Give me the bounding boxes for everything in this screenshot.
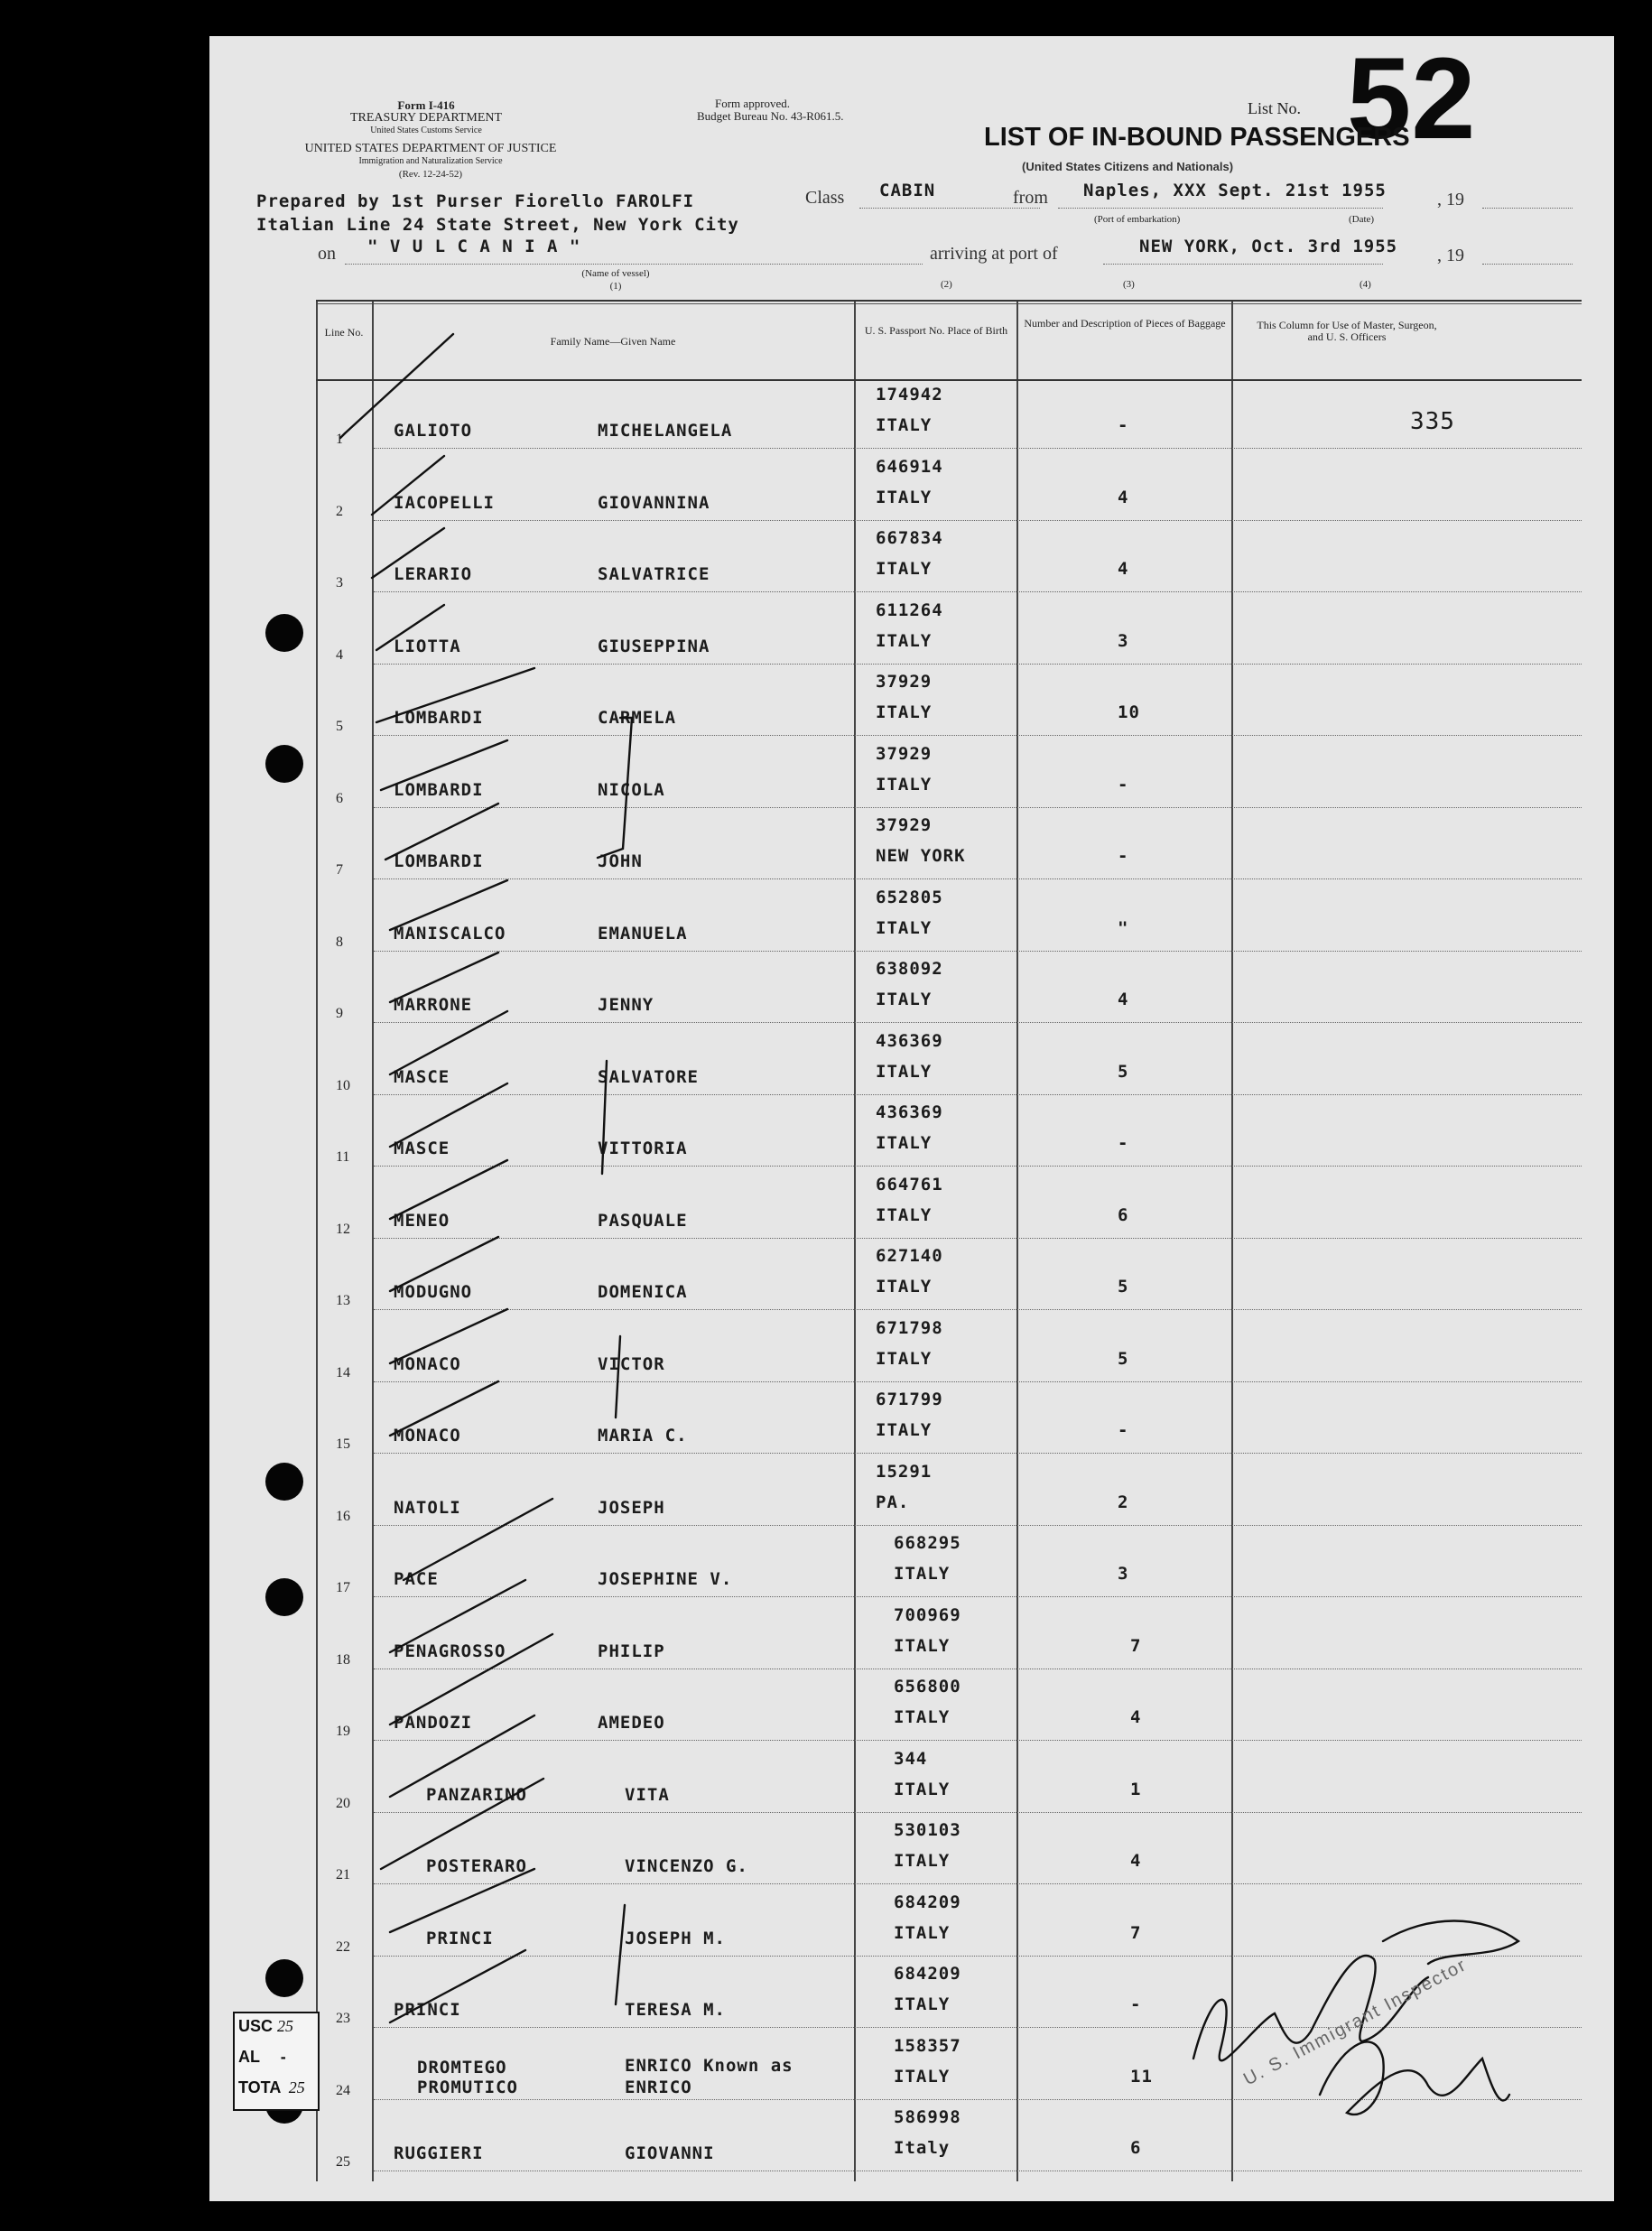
given-name: GIOVANNINA xyxy=(598,492,710,513)
family-name-alt: PROMUTICO xyxy=(417,2077,518,2097)
handwritten-marks xyxy=(209,36,1614,2201)
place-of-birth: ITALY xyxy=(894,1994,951,2014)
given-name: NICOLA xyxy=(598,779,665,800)
baggage-count: - xyxy=(1118,1420,1129,1440)
stamp-total xyxy=(238,2078,305,2097)
family-name: LOMBARDI xyxy=(394,708,484,728)
place-of-birth: ITALY xyxy=(876,559,933,579)
given-name: MARIA C. xyxy=(598,1426,688,1446)
family-name: MARRONE xyxy=(394,995,473,1015)
given-name: PASQUALE xyxy=(598,1210,688,1231)
baggage-count: 6 xyxy=(1118,1204,1129,1225)
document-subtitle: (United States Citizens and Nationals) xyxy=(1022,160,1234,173)
passport-number: 37929 xyxy=(876,743,933,764)
officer-note: 335 xyxy=(1410,408,1455,435)
baggage-count: - xyxy=(1130,1994,1142,2014)
passport-number: 684209 xyxy=(894,1964,961,1984)
year-suffix-1: , 19 xyxy=(1437,190,1464,209)
passport-number: 700969 xyxy=(894,1604,961,1625)
form-number: Form I-416 xyxy=(397,98,455,112)
line-number: 10 xyxy=(336,1077,350,1093)
family-name: NATOLI xyxy=(394,1497,461,1518)
family-name: MONACO xyxy=(394,1353,461,1374)
line-number: 23 xyxy=(336,2011,350,2026)
place-of-birth: ITALY xyxy=(876,774,933,795)
family-name: PACE xyxy=(394,1569,439,1589)
passport-number: 611264 xyxy=(876,600,943,620)
family-name: PRINCI xyxy=(394,2000,461,2020)
line-number: 21 xyxy=(336,1867,350,1882)
family-name: MENEO xyxy=(394,1210,450,1231)
place-of-birth: ITALY xyxy=(876,1348,933,1369)
family-name: MASCE xyxy=(394,1066,450,1087)
given-name: DOMENICA xyxy=(598,1282,688,1302)
baggage-count: 4 xyxy=(1118,487,1129,507)
line-number: 16 xyxy=(336,1508,350,1524)
stamp-al-value: - xyxy=(280,2048,286,2066)
customs-service: United States Customs Service xyxy=(370,125,482,135)
place-of-birth: PA. xyxy=(876,1492,910,1512)
baggage-count: 4 xyxy=(1118,559,1129,579)
place-of-birth: ITALY xyxy=(876,702,933,722)
given-name: JENNY xyxy=(598,995,654,1015)
passport-number: 174942 xyxy=(876,385,943,404)
family-name: MONACO xyxy=(394,1426,461,1446)
arriving-label: arriving at port of xyxy=(930,244,1058,264)
place-of-birth: ITALY xyxy=(876,487,933,507)
baggage-count: 11 xyxy=(1130,2066,1153,2087)
line-number: 11 xyxy=(336,1149,350,1165)
passport-number: 664761 xyxy=(876,1174,943,1195)
given-name: EMANUELA xyxy=(598,923,688,944)
place-of-birth: ITALY xyxy=(894,1707,951,1727)
col-2-marker: (2) xyxy=(941,279,952,290)
list-no-label: List No. xyxy=(1248,99,1302,117)
given-name: VITA xyxy=(625,1784,670,1805)
family-name: POSTERARO xyxy=(426,1856,527,1876)
baggage-count: " xyxy=(1118,917,1129,938)
family-name: RUGGIERI xyxy=(394,2143,484,2163)
place-of-birth: ITALY xyxy=(876,1420,933,1440)
baggage-count: 5 xyxy=(1118,1277,1129,1297)
justice-dept: UNITED STATES DEPARTMENT OF JUSTICE xyxy=(304,142,557,155)
col-4-marker: (4) xyxy=(1360,279,1371,290)
line-number: 9 xyxy=(336,1006,343,1021)
stamp-usc-label: USC xyxy=(238,2017,274,2035)
from-label: from xyxy=(1013,188,1048,208)
prepared-by: Prepared by 1st Purser Fiorello FAROLFI xyxy=(256,191,695,211)
passport-number: 627140 xyxy=(876,1246,943,1266)
given-name: JOHN xyxy=(598,851,643,871)
baggage-count: 5 xyxy=(1118,1061,1129,1082)
line-number: 19 xyxy=(336,1724,350,1739)
class-value: CABIN xyxy=(879,181,936,200)
place-of-birth: NEW YORK xyxy=(876,846,966,866)
passport-number: 638092 xyxy=(876,959,943,979)
document-title: LIST OF IN-BOUND PASSENGERS xyxy=(984,123,1410,152)
place-of-birth: ITALY xyxy=(894,2066,951,2087)
baggage-count: - xyxy=(1118,846,1129,866)
line-number: 7 xyxy=(336,862,343,878)
given-name: ENRICO Known as xyxy=(625,2055,794,2076)
line-number: 14 xyxy=(336,1364,350,1380)
family-name: DROMTEGO xyxy=(417,2057,507,2078)
passport-number: 684209 xyxy=(894,1892,961,1912)
on-label: on xyxy=(318,244,336,264)
baggage-count: - xyxy=(1118,1133,1129,1153)
col-3-marker: (3) xyxy=(1123,279,1135,290)
baggage-count: 4 xyxy=(1118,990,1129,1009)
list-number: 52 xyxy=(1347,34,1476,163)
from-value: Naples, XXX Sept. 21st 1955 xyxy=(1083,181,1387,200)
family-name: LOMBARDI xyxy=(394,851,484,871)
vessel-name: " V U L C A N I A " xyxy=(367,237,581,256)
given-name: SALVATORE xyxy=(598,1066,699,1087)
vessel-caption-text: (Name of vessel) xyxy=(581,268,650,279)
line-number: 20 xyxy=(336,1795,350,1811)
place-of-birth: ITALY xyxy=(894,1635,951,1656)
place-of-birth: ITALY xyxy=(876,1277,933,1297)
class-label: Class xyxy=(805,188,845,208)
family-name: PENAGROSSO xyxy=(394,1641,506,1661)
ins-service: Immigration and Naturalization Service xyxy=(358,156,503,166)
place-of-birth: ITALY xyxy=(876,917,933,938)
given-name-alt: ENRICO xyxy=(625,2077,692,2097)
baggage-count: 7 xyxy=(1130,1922,1142,1943)
line-number: 13 xyxy=(336,1293,350,1308)
family-name: MODUGNO xyxy=(394,1282,473,1302)
passport-number: 37929 xyxy=(876,672,933,692)
date-caption: (Date) xyxy=(1349,214,1375,225)
stamp-total-label: TOTA xyxy=(238,2078,281,2096)
inspector-signature xyxy=(1157,1878,1555,2149)
place-of-birth: ITALY xyxy=(876,1133,933,1153)
family-name: MASCE xyxy=(394,1139,450,1158)
given-name: JOSEPHINE V. xyxy=(598,1569,733,1589)
stamp-al xyxy=(238,2048,286,2067)
line-number: 22 xyxy=(336,1938,350,1955)
passport-number: 436369 xyxy=(876,1030,943,1051)
line-number: 15 xyxy=(336,1436,350,1452)
baggage-count: 10 xyxy=(1118,702,1140,722)
family-name: PRINCI xyxy=(426,1928,494,1948)
baggage-count: 4 xyxy=(1130,1707,1142,1727)
given-name: SALVATRICE xyxy=(598,564,710,584)
form-approved: Form approved. xyxy=(715,97,791,110)
prepared-address: Italian Line 24 State Street, New York City xyxy=(256,215,739,235)
revision: (Rev. 12-24-52) xyxy=(398,169,463,180)
family-name: IACOPELLI xyxy=(394,492,495,513)
stamp-usc-value: 25 xyxy=(277,2017,294,2035)
passport-number: 586998 xyxy=(894,2107,961,2127)
place-of-birth: ITALY xyxy=(876,1204,933,1225)
line-number: 5 xyxy=(336,719,343,734)
given-name: GIUSEPPINA xyxy=(598,636,710,656)
line-number: 17 xyxy=(336,1580,350,1595)
total-stamp xyxy=(233,2012,320,2111)
passport-number: 15291 xyxy=(876,1461,933,1482)
family-name: LERARIO xyxy=(394,564,473,584)
passport-number: 671799 xyxy=(876,1390,943,1409)
treasury-dept: TREASURY DEPARTMENT xyxy=(349,111,503,125)
place-of-birth: ITALY xyxy=(894,1922,951,1943)
place-of-birth: ITALY xyxy=(876,630,933,651)
baggage-count: 2 xyxy=(1118,1492,1129,1512)
line-number: 8 xyxy=(336,934,343,950)
passport-number: 667834 xyxy=(876,528,943,548)
col-header-passport: U. S. Passport No. Place of Birth xyxy=(864,324,1008,337)
line-number: 25 xyxy=(336,2154,350,2170)
baggage-count: 3 xyxy=(1118,630,1129,651)
place-of-birth: ITALY xyxy=(894,1851,951,1871)
given-name: VICTOR xyxy=(598,1353,665,1374)
baggage-count: 3 xyxy=(1118,1564,1129,1584)
line-number: 1 xyxy=(336,432,343,447)
budget-bureau: Budget Bureau No. 43-R061.5. xyxy=(697,109,844,123)
place-of-birth: ITALY xyxy=(876,415,933,435)
passport-number: 646914 xyxy=(876,456,943,477)
passport-number: 344 xyxy=(894,1748,928,1769)
col-header-line: Line No. xyxy=(324,326,364,339)
passport-number: 158357 xyxy=(894,2035,961,2056)
baggage-count: - xyxy=(1118,415,1129,435)
place-of-birth: ITALY xyxy=(894,1779,951,1799)
line-number: 24 xyxy=(336,2082,350,2098)
col-header-name: Family Name—Given Name xyxy=(550,335,676,348)
stamp-usc xyxy=(238,2017,293,2036)
arriving-value: NEW YORK, Oct. 3rd 1955 xyxy=(1139,237,1398,256)
place-of-birth: Italy xyxy=(894,2138,951,2158)
family-name: LOMBARDI xyxy=(394,779,484,800)
family-name: PANZARINO xyxy=(426,1784,527,1805)
passport-number: 668295 xyxy=(894,1533,961,1553)
given-name: GIOVANNI xyxy=(625,2143,715,2163)
line-number: 6 xyxy=(336,790,343,806)
given-name: TERESA M. xyxy=(625,2000,726,2020)
given-name: VINCENZO G. xyxy=(625,1856,748,1876)
inspector-stamp-text: U. S. Immigrant Inspector xyxy=(1240,1955,1471,2090)
place-of-birth: ITALY xyxy=(894,1564,951,1584)
family-name: MANISCALCO xyxy=(394,923,506,944)
passport-number: 37929 xyxy=(876,815,933,835)
passport-number: 656800 xyxy=(894,1677,961,1696)
stamp-total-value: 25 xyxy=(288,2078,305,2096)
given-name: CARMELA xyxy=(598,708,677,728)
line-number: 18 xyxy=(336,1651,350,1668)
passport-number: 671798 xyxy=(876,1317,943,1338)
col-header-baggage: Number and Description of Pieces of Baggage xyxy=(1024,317,1226,330)
passport-number: 530103 xyxy=(894,1820,961,1840)
given-name: VITTORIA xyxy=(598,1139,688,1158)
given-name: AMEDEO xyxy=(598,1713,665,1733)
baggage-count: 6 xyxy=(1130,2138,1142,2158)
passport-number: 652805 xyxy=(876,887,943,907)
given-name: JOSEPH xyxy=(598,1497,665,1518)
stamp-al-label: AL xyxy=(238,2048,260,2066)
baggage-count: - xyxy=(1118,774,1129,795)
baggage-count: 4 xyxy=(1130,1851,1142,1871)
given-name: PHILIP xyxy=(598,1641,665,1661)
baggage-count: 5 xyxy=(1118,1348,1129,1369)
year-suffix-2: , 19 xyxy=(1437,246,1464,265)
line-number: 12 xyxy=(336,1221,350,1237)
passport-number: 436369 xyxy=(876,1102,943,1122)
passenger-list-sheet xyxy=(209,36,1614,2201)
col-1-marker: (1) xyxy=(609,281,622,292)
family-name: LIOTTA xyxy=(394,636,461,656)
port-caption: (Port of embarkation) xyxy=(1094,214,1181,225)
family-name: GALIOTO xyxy=(394,421,473,441)
line-number: 3 xyxy=(336,575,343,590)
line-number: 2 xyxy=(336,503,343,519)
family-name: PANDOZI xyxy=(394,1713,473,1733)
place-of-birth: ITALY xyxy=(876,1061,933,1082)
line-number: 4 xyxy=(336,646,343,663)
given-name: JOSEPH M. xyxy=(625,1928,726,1948)
place-of-birth: ITALY xyxy=(876,990,933,1009)
given-name: MICHELANGELA xyxy=(598,421,733,441)
baggage-count: 1 xyxy=(1130,1779,1142,1799)
baggage-count: 7 xyxy=(1130,1635,1142,1656)
col-header-officers: This Column for Use of Master, Surgeon, and U. S. Officers xyxy=(1257,319,1437,343)
